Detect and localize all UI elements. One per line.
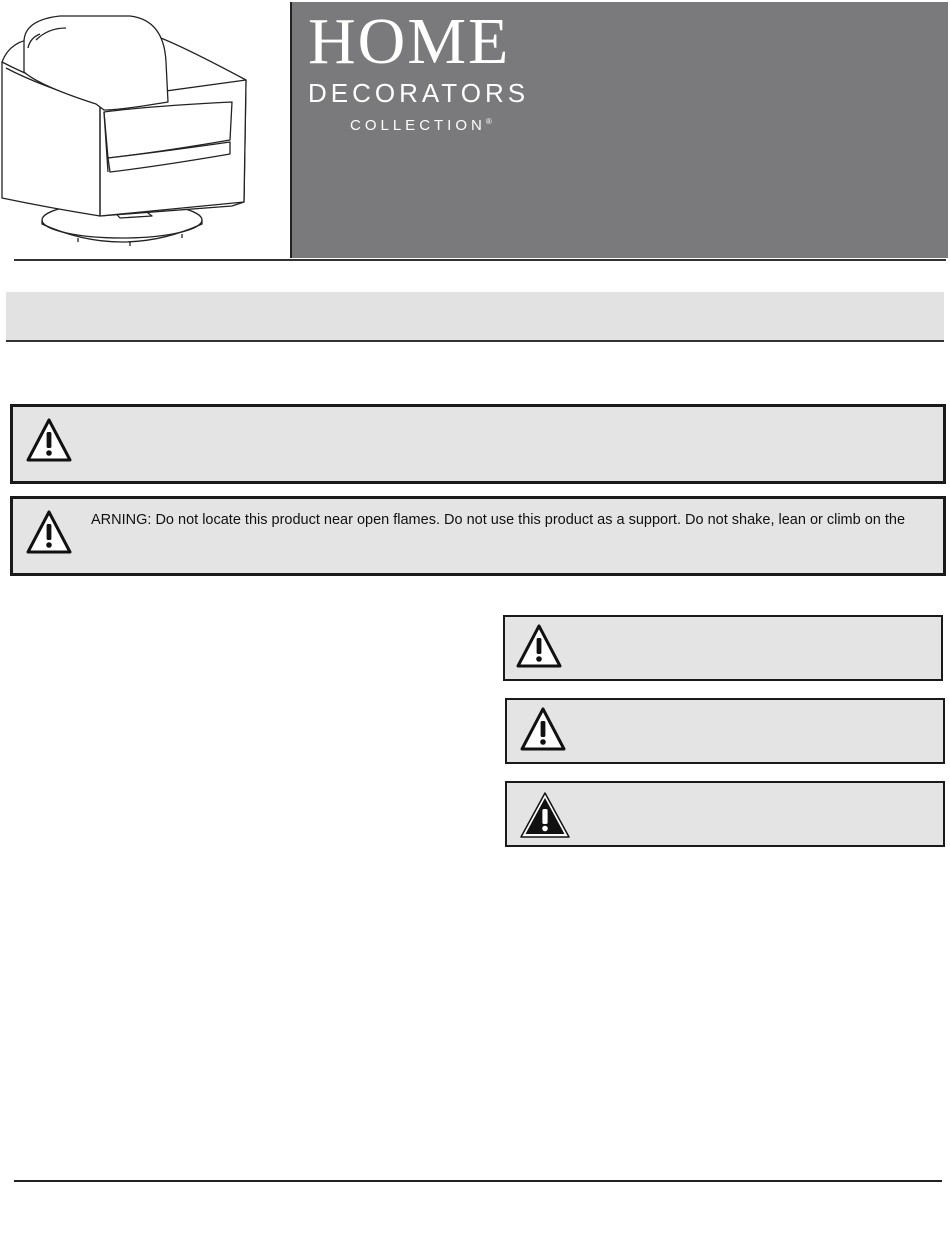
warning-box: [10, 404, 946, 484]
warning-triangle-icon: [25, 509, 73, 555]
warning-box: [10, 496, 946, 576]
warning-triangle-icon: [515, 623, 563, 669]
footer-divider: [14, 1180, 942, 1182]
brand-collection-label: COLLECTION: [350, 117, 486, 134]
warning-text: ARNING: Do not locate this product near open flames. Do not use this product as a support. Do not shake, lean or climb on the: [91, 512, 906, 528]
brand-home-text: HOME: [308, 5, 511, 78]
registered-mark: ®: [485, 117, 492, 126]
warning-triangle-icon: [25, 417, 73, 463]
warning-triangle-filled-icon: [519, 791, 571, 839]
brand-collection-text: [350, 118, 492, 133]
brand-logo-panel: [290, 2, 948, 258]
header-divider: [14, 259, 946, 261]
warning-box: [505, 781, 945, 847]
brand-decorators-text: DECORATORS: [308, 78, 530, 108]
title-band: [6, 292, 944, 342]
chair-icon: [0, 2, 288, 257]
warning-box: [503, 615, 943, 681]
warning-box: [505, 698, 945, 764]
warning-triangle-icon: [519, 706, 567, 752]
